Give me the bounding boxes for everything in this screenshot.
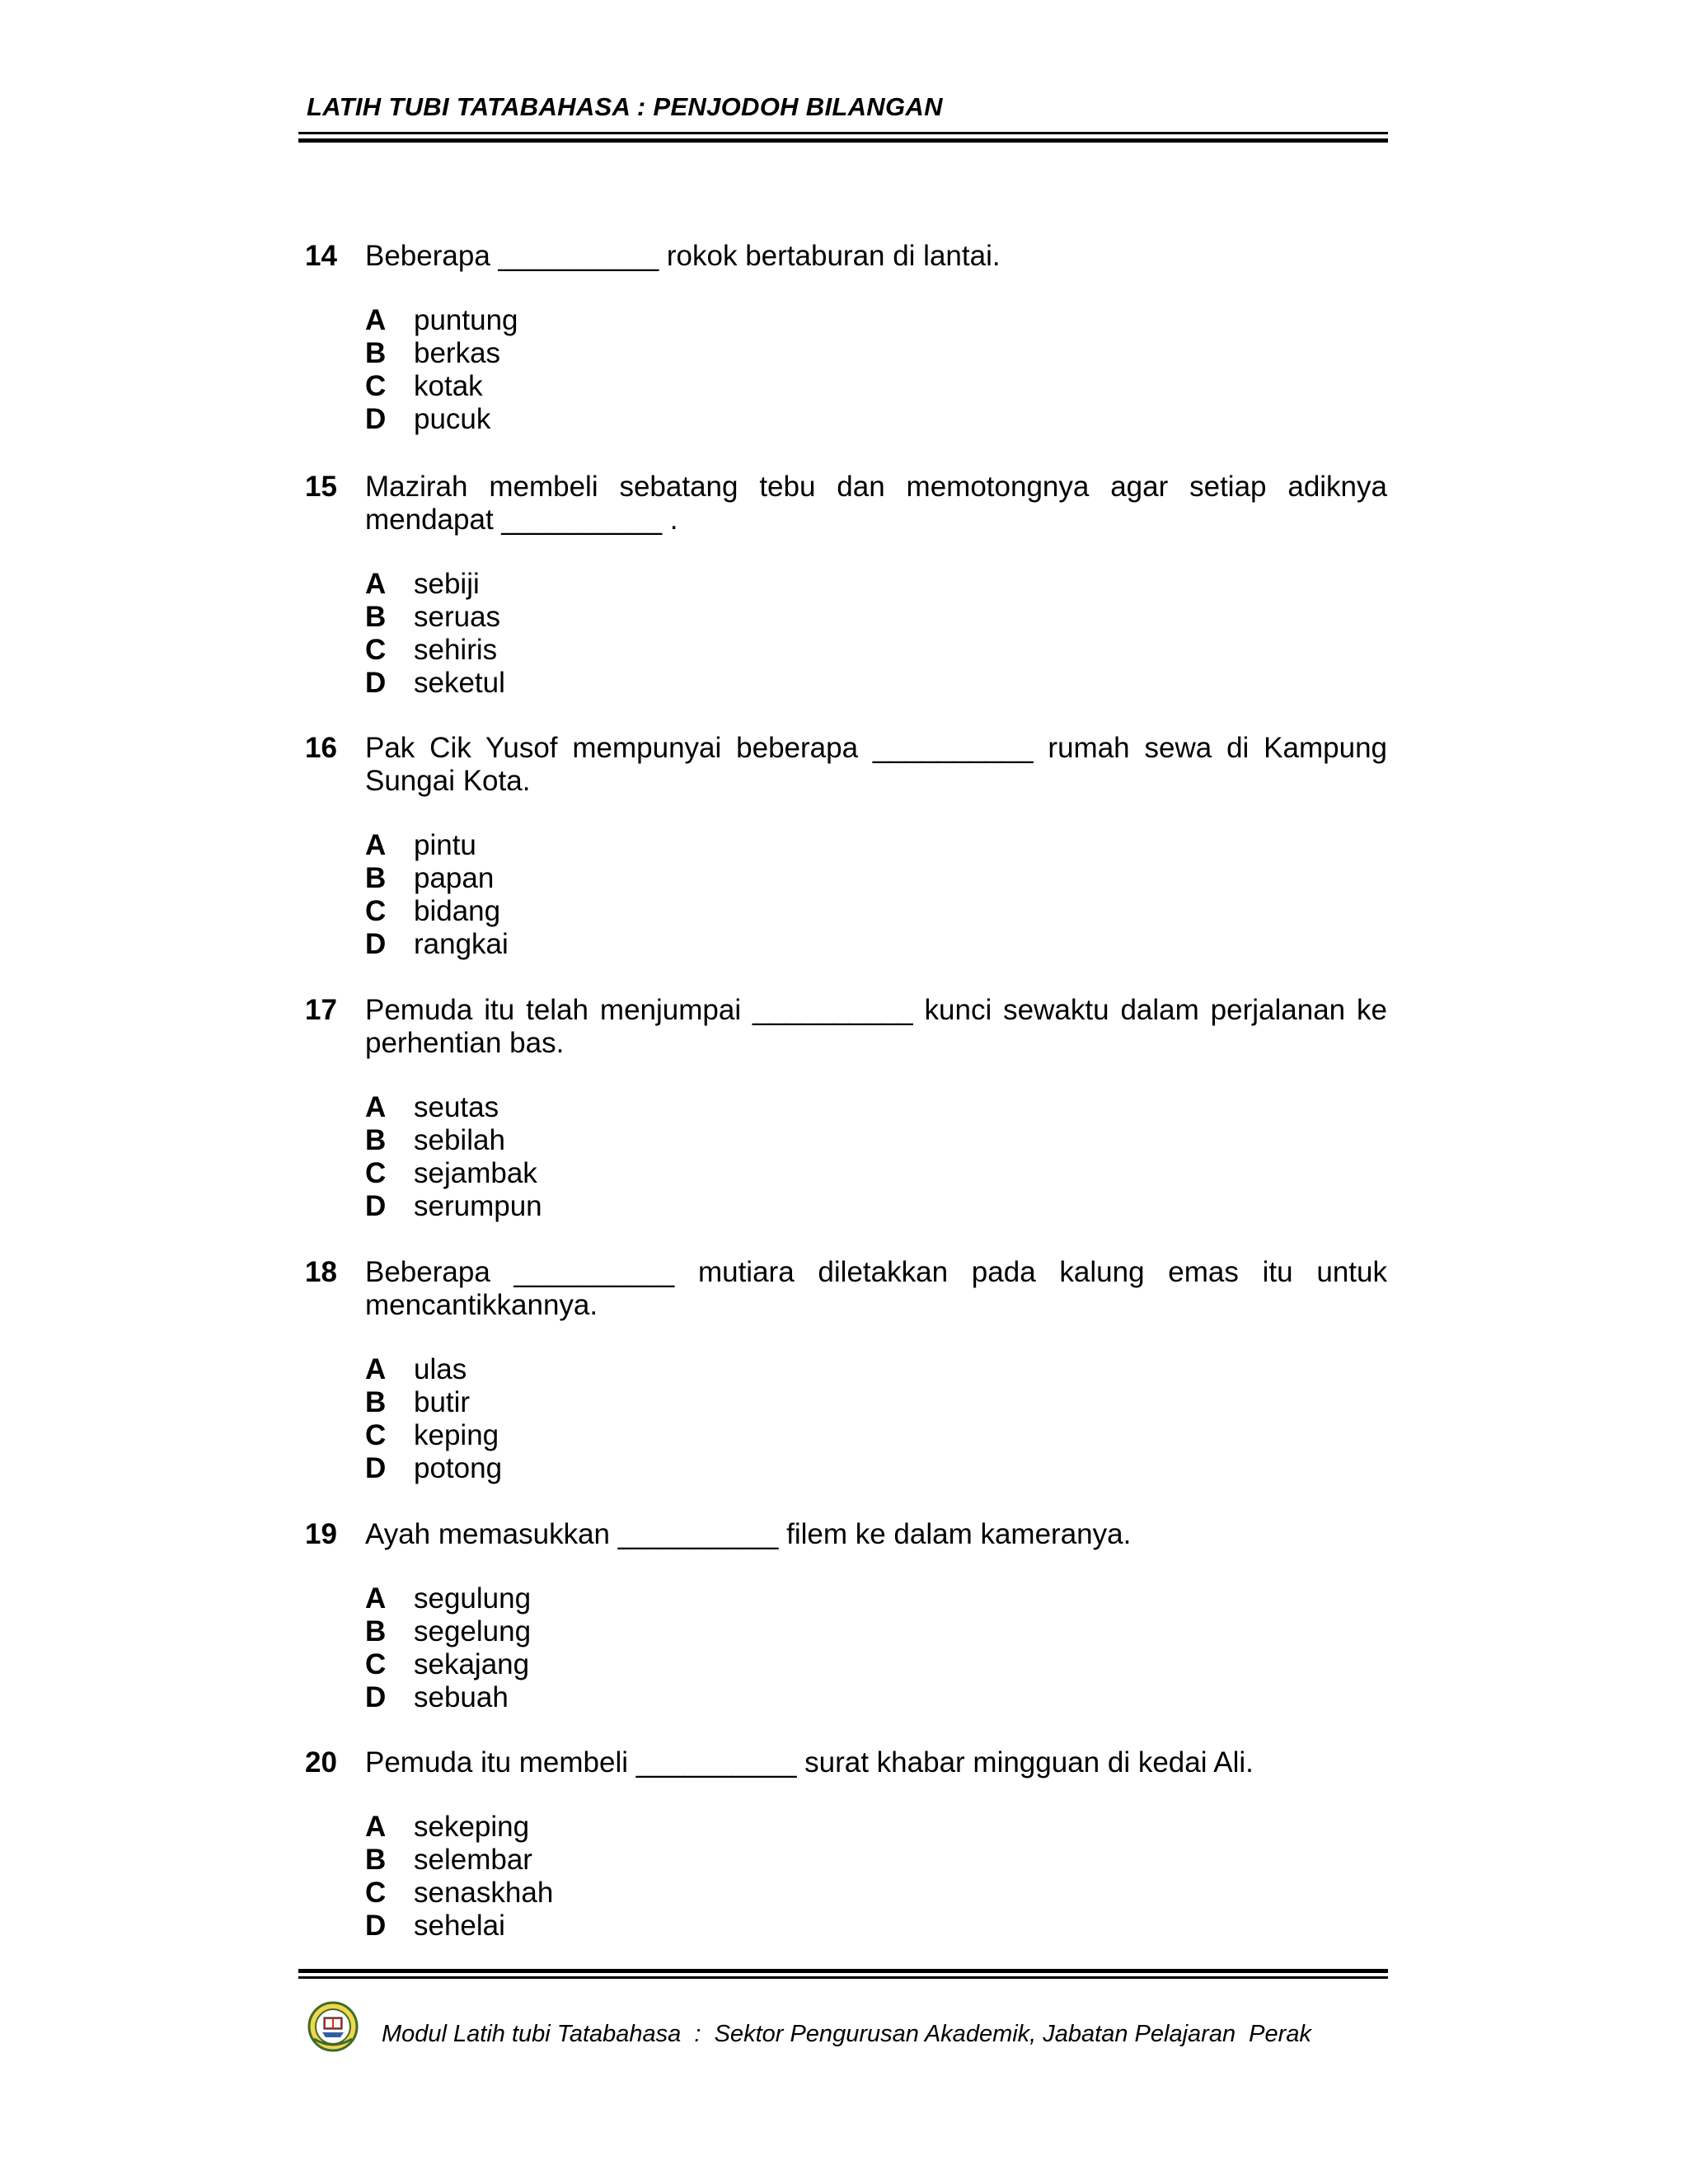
option-d[interactable]	[365, 403, 1025, 436]
option-b[interactable]	[365, 862, 1025, 895]
question-text: Ayah memasukkan __________ filem ke dalam kameranya.	[365, 1518, 1132, 1550]
footer-rule-thick	[298, 1969, 1388, 1973]
option-c[interactable]	[365, 370, 1025, 403]
option-text: sebuah	[414, 1681, 509, 1713]
option-letter: C	[365, 1648, 387, 1680]
option-b[interactable]	[365, 1124, 1025, 1157]
footer-rule-thin	[298, 1976, 1388, 1979]
option-b[interactable]	[365, 1615, 1025, 1648]
option-text: seruas	[414, 601, 501, 633]
question-text: Mazirah membeli sebatang tebu dan memotongnya agar setiap adiknya mendapat __________ .	[365, 471, 1387, 536]
question-number: 19	[305, 1518, 337, 1550]
option-letter: D	[365, 403, 387, 435]
option-letter: D	[365, 1190, 387, 1222]
option-a[interactable]	[365, 1582, 1025, 1615]
option-text: segulung	[414, 1582, 532, 1615]
option-text: pucuk	[414, 403, 491, 435]
option-text: keping	[414, 1419, 499, 1451]
option-a[interactable]	[365, 568, 1025, 601]
option-text: sejambak	[414, 1157, 537, 1189]
option-text: sebiji	[414, 568, 480, 600]
option-letter: B	[365, 862, 387, 894]
option-c[interactable]	[365, 1157, 1025, 1190]
option-list	[365, 829, 1025, 961]
question-text: Beberapa __________ mutiara diletakkan pada kalung emas itu untuk mencantikkannya.	[365, 1256, 1387, 1321]
question-text: Beberapa __________ rokok bertaburan di lantai.	[365, 240, 1001, 272]
question-number: 14	[305, 240, 337, 272]
option-text: senaskhah	[414, 1877, 554, 1909]
option-text: bidang	[414, 895, 501, 927]
option-text: seutas	[414, 1091, 499, 1123]
footer-text: Modul Latih tubi Tatabahasa : Sektor Pengurusan Akademik, Jabatan Pelajaran Perak	[382, 2021, 1311, 2047]
option-letter: B	[365, 1615, 387, 1647]
option-letter: B	[365, 1844, 387, 1876]
option-c[interactable]	[365, 634, 1025, 667]
option-letter: C	[365, 370, 387, 402]
option-d[interactable]	[365, 1910, 1025, 1943]
option-d[interactable]	[365, 1190, 1025, 1223]
option-letter: A	[365, 568, 387, 600]
option-letter: A	[365, 304, 387, 336]
header-rule-thin	[298, 132, 1388, 134]
option-text: ulas	[414, 1353, 467, 1385]
option-a[interactable]	[365, 1353, 1025, 1386]
option-list	[365, 304, 1025, 436]
option-letter: C	[365, 1157, 387, 1189]
option-b[interactable]	[365, 1386, 1025, 1419]
option-letter: D	[365, 1681, 387, 1713]
option-b[interactable]	[365, 337, 1025, 370]
question-number: 16	[305, 732, 337, 764]
option-a[interactable]	[365, 1811, 1025, 1844]
option-letter: A	[365, 1091, 387, 1123]
option-text: berkas	[414, 337, 501, 369]
option-letter: A	[365, 1811, 387, 1843]
option-b[interactable]	[365, 1844, 1025, 1877]
header-title: LATIH TUBI TATABAHASA : PENJODOH BILANGAN	[307, 92, 943, 121]
option-c[interactable]	[365, 1648, 1025, 1681]
option-d[interactable]	[365, 928, 1025, 961]
option-letter: D	[365, 1910, 387, 1942]
perak-crest-icon	[307, 2001, 359, 2052]
option-letter: D	[365, 1452, 387, 1484]
option-text: sekajang	[414, 1648, 530, 1680]
option-text: butir	[414, 1386, 471, 1418]
option-text: papan	[414, 862, 495, 894]
question-text: Pemuda itu membeli __________ surat khabar mingguan di kedai Ali.	[365, 1746, 1254, 1779]
option-list	[365, 1811, 1025, 1943]
option-letter: B	[365, 337, 387, 369]
question-text: Pak Cik Yusof mempunyai beberapa __________ rumah sewa di Kampung Sungai Kota.	[365, 732, 1387, 797]
option-text: kotak	[414, 370, 483, 402]
option-text: pintu	[414, 829, 476, 861]
option-text: potong	[414, 1452, 503, 1484]
option-c[interactable]	[365, 1419, 1025, 1452]
option-text: serumpun	[414, 1190, 542, 1222]
option-text: sehiris	[414, 634, 498, 666]
option-text: seketul	[414, 667, 505, 699]
option-list	[365, 1091, 1025, 1223]
question-number: 15	[305, 471, 337, 503]
option-text: selembar	[414, 1844, 532, 1876]
option-letter: A	[365, 1582, 387, 1615]
option-d[interactable]	[365, 1681, 1025, 1714]
option-letter: B	[365, 1386, 387, 1418]
option-letter: A	[365, 829, 387, 861]
option-a[interactable]	[365, 829, 1025, 862]
option-text: rangkai	[414, 928, 509, 960]
question-number: 18	[305, 1256, 337, 1288]
option-text: puntung	[414, 304, 518, 336]
option-text: sebilah	[414, 1124, 505, 1156]
option-d[interactable]	[365, 1452, 1025, 1485]
option-letter: B	[365, 601, 387, 633]
option-text: sehelai	[414, 1910, 505, 1942]
question-number: 20	[305, 1746, 337, 1779]
option-letter: C	[365, 1419, 387, 1451]
option-letter: C	[365, 1877, 387, 1909]
option-a[interactable]	[365, 1091, 1025, 1124]
option-text: sekeping	[414, 1811, 530, 1843]
option-b[interactable]	[365, 601, 1025, 634]
option-letter: C	[365, 634, 387, 666]
option-letter: A	[365, 1353, 387, 1385]
option-list	[365, 1582, 1025, 1714]
option-c[interactable]	[365, 895, 1025, 928]
option-list	[365, 1353, 1025, 1485]
option-letter: D	[365, 928, 387, 960]
question-number: 17	[305, 994, 337, 1026]
option-text: segelung	[414, 1615, 532, 1647]
option-a[interactable]	[365, 304, 1025, 337]
option-letter: D	[365, 667, 387, 699]
question-text: Pemuda itu telah menjumpai __________ kunci sewaktu dalam perjalanan ke perhentian bas.	[365, 994, 1387, 1059]
option-letter: C	[365, 895, 387, 927]
header-rule-thick	[298, 138, 1388, 143]
option-d[interactable]	[365, 667, 1025, 700]
option-list	[365, 568, 1025, 700]
option-letter: B	[365, 1124, 387, 1156]
option-c[interactable]	[365, 1877, 1025, 1910]
